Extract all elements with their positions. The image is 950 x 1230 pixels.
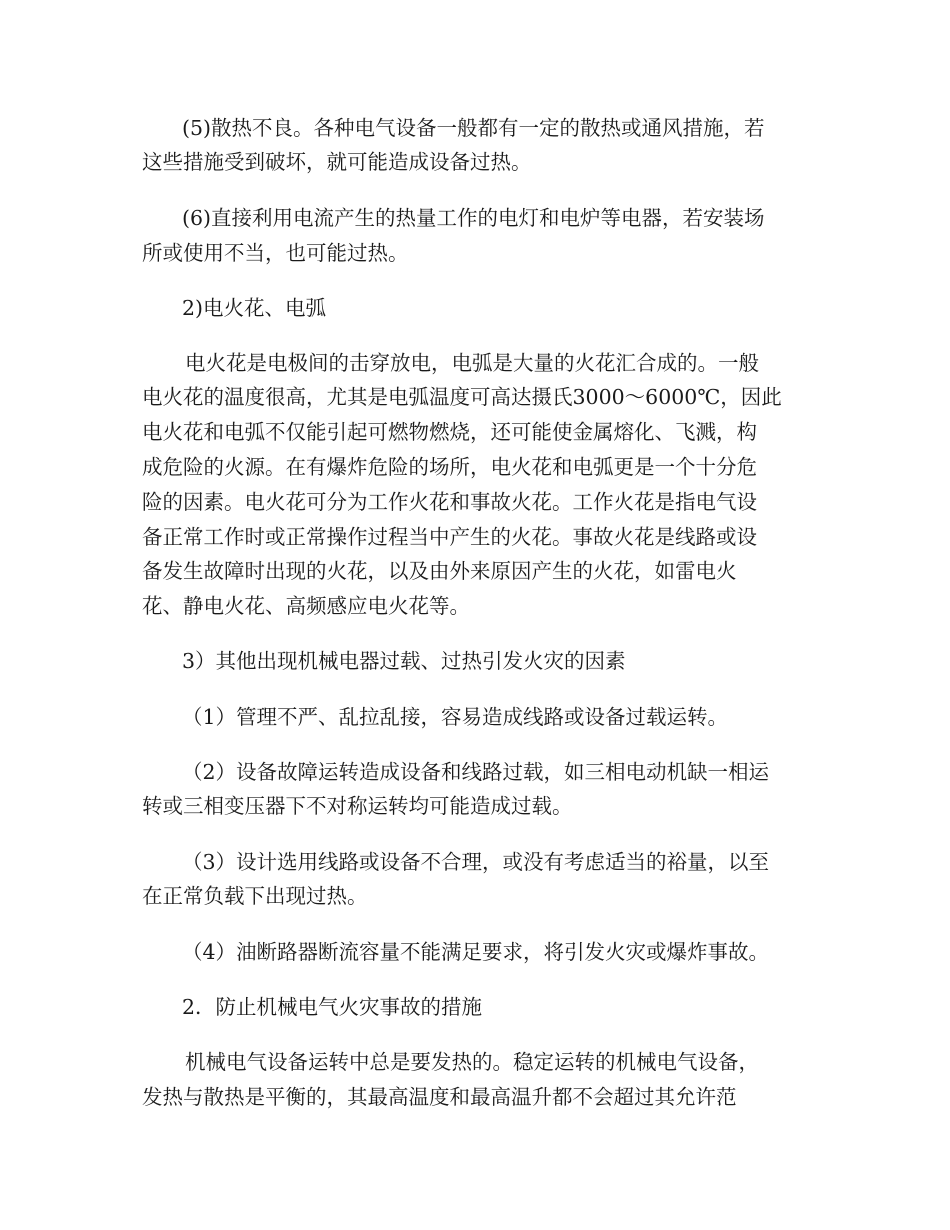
text-line: （4）油断路器断流容量不能满足要求，将引发火灾或爆炸事故。 bbox=[182, 940, 770, 964]
section-heading: 2)电火花、电弧 bbox=[182, 296, 327, 320]
text-line: (5)散热不良。各种电气设备一般都有一定的散热或通风措施，若 bbox=[182, 116, 765, 140]
text-line: （3）设计选用线路或设备不合理，或没有考虑适当的裕量，以至 bbox=[182, 850, 770, 874]
text-line: （1）管理不严、乱拉乱接，容易造成线路或设备过载运转。 bbox=[182, 705, 729, 729]
text-line: 电火花是电极间的击穿放电，电弧是大量的火花汇合成的。一般 bbox=[185, 351, 759, 375]
text-line: （2）设备故障运转造成设备和线路过载，如三相电动机缺一相运 bbox=[182, 760, 770, 784]
text-line: 险的因素。电火花可分为工作火花和事故火花。工作火花是指电气设 bbox=[142, 490, 757, 514]
text-line: (6)直接利用电流产生的热量工作的电灯和电炉等电器，若安装场 bbox=[182, 206, 765, 230]
section-heading: 2．防止机械电气火灾事故的措施 bbox=[182, 995, 483, 1019]
text-line: 花、静电火花、高频感应电火花等。 bbox=[142, 594, 470, 618]
text-line: 备发生故障时出现的火花，以及由外来原因产生的火花，如雷电火 bbox=[142, 559, 737, 583]
text-line: 所或使用不当，也可能过热。 bbox=[142, 241, 409, 265]
text-line: 成危险的火源。在有爆炸危险的场所，电火花和电弧更是一个十分危 bbox=[142, 455, 757, 479]
text-line: 转或三相变压器下不对称运转均可能造成过载。 bbox=[142, 794, 573, 818]
text-line: 电火花的温度很高，尤其是电弧温度可高达摄氏3000～6000℃，因此 bbox=[142, 385, 782, 409]
text-line: 在正常负载下出现过热。 bbox=[142, 884, 368, 908]
section-heading: 3）其他出现机械电器过载、过热引发火灾的因素 bbox=[182, 649, 626, 673]
text-line: 电火花和电弧不仅能引起可燃物燃烧，还可能使金属熔化、飞溅，构 bbox=[142, 420, 757, 444]
text-line: 备正常工作时或正常操作过程当中产生的火花。事故火花是线路或设 bbox=[142, 525, 757, 549]
text-line: 机械电气设备运转中总是要发热的。稳定运转的机械电气设备， bbox=[185, 1050, 759, 1074]
text-line: 发热与散热是平衡的，其最高温度和最高温升都不会超过其允许范 bbox=[142, 1085, 737, 1109]
text-line: 这些措施受到破坏，就可能造成设备过热。 bbox=[142, 150, 532, 174]
